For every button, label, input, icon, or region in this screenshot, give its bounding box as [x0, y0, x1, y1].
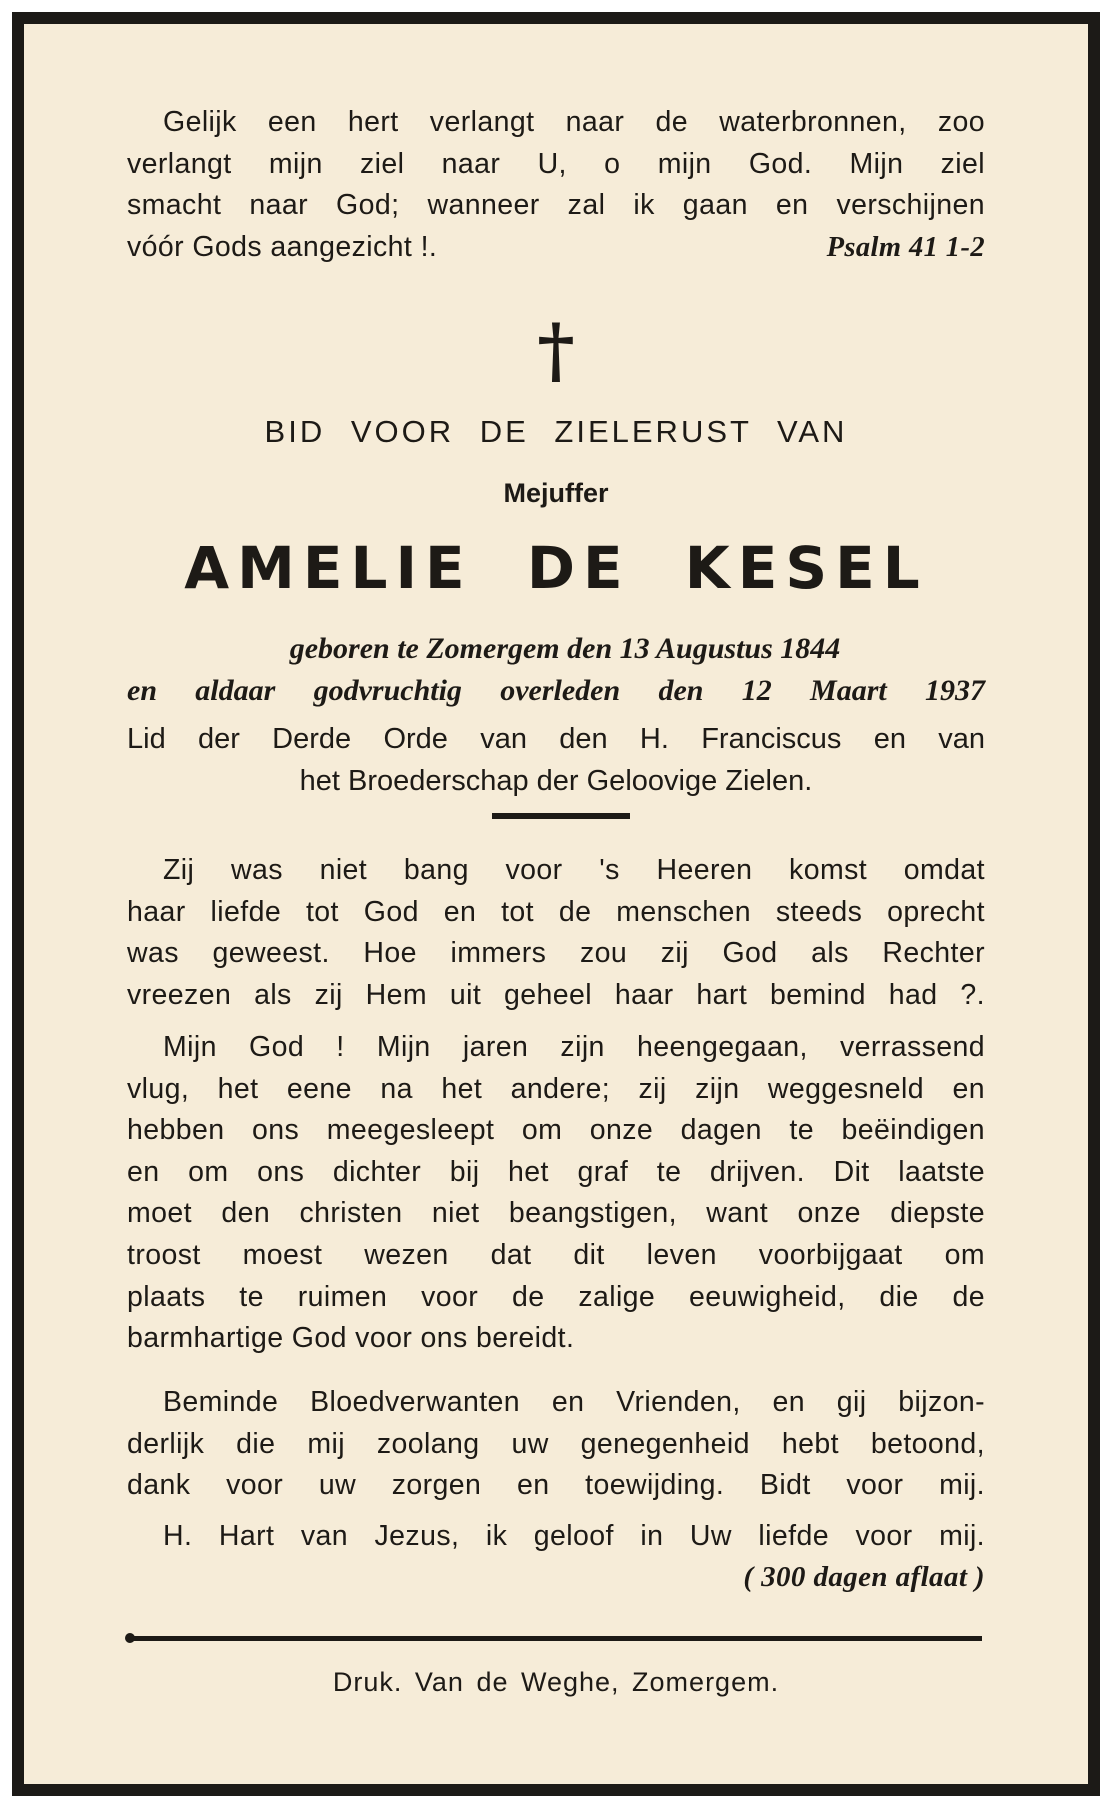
paragraph2-line-2: haar liefde tot God en tot de menschen steeds oprecht	[127, 895, 985, 928]
psalm-verse	[127, 102, 985, 268]
paragraph3-line-7: plaats te ruimen voor de zalige eeuwigheid, die de	[127, 1280, 985, 1313]
psalm-line-2: verlangt mijn ziel naar U, o mijn God. Mijn ziel	[127, 147, 985, 180]
paragraph3-line-1: Mijn God ! Mijn jaren zijn heengegaan, verrassend	[163, 1031, 985, 1063]
paragraph4-line-2: derlijk die mij zoolang uw genegenheid hebt betoond,	[127, 1427, 985, 1460]
paragraph4-line-1: Beminde Bloedverwanten en Vrienden, en gij bijzon-	[163, 1386, 985, 1418]
paragraph2-line-1: Zij was niet bang voor 's Heeren komst omdat	[163, 854, 985, 886]
paragraph2-line-3: was geweest. Hoe immers zou zij God als Rechter	[127, 937, 985, 970]
membership-line-2: het Broederschap der Geloovige Zielen.	[299, 765, 813, 797]
birth-line: geboren te Zomergem den 13 Augustus 1844	[289, 632, 841, 665]
paragraph3-line-4: en om ons dichter bij het graf te drijven. Dit laatste	[127, 1155, 985, 1188]
membership	[127, 718, 985, 802]
paragraph-years	[127, 1027, 985, 1360]
paragraph-thanks	[127, 1382, 985, 1507]
paragraph3-line-6: troost moest wezen dat dit leven voorbijgaat om	[127, 1238, 985, 1271]
psalm-line-1: Gelijk een hert verlangt naar de waterbronnen, zoo	[163, 106, 985, 138]
printer-credit: Druk. Van de Weghe, Zomergem.	[332, 1667, 780, 1697]
deceased-name: AMELIE DE KESEL	[184, 534, 928, 602]
prayer-line: H. Hart van Jezus, ik geloof in Uw liefde voor mij.	[163, 1520, 985, 1552]
cross-icon: †	[537, 307, 575, 392]
prayer-heading: BID VOOR DE ZIELERUST VAN	[264, 414, 848, 449]
life-dates	[127, 628, 985, 712]
paragraph-fear	[127, 850, 985, 1016]
psalm-line-4: vóór Gods aangezicht !.	[127, 230, 438, 263]
indulgence-note: ( 300 dagen aflaat )	[743, 1561, 985, 1593]
psalm-line-3: smacht naar God; wanneer zal ik gaan en verschijnen	[127, 189, 985, 222]
death-line: en aldaar godvruchtig overleden den 12 Maart 1937	[127, 674, 985, 707]
memorial-card	[12, 12, 1100, 1796]
closing-prayer	[127, 1516, 985, 1598]
paragraph3-line-3: hebben ons meegesleept om onze dagen te beëindigen	[127, 1114, 985, 1147]
paragraph4-line-3: dank voor uw zorgen en toewijding. Bidt voor mij.	[127, 1469, 985, 1502]
paragraph3-line-5: moet den christen niet beangstigen, want onze diepste	[127, 1197, 985, 1230]
psalm-reference: Psalm 41 1-2	[826, 231, 985, 263]
membership-line-1: Lid der Derde Orde van den H. Franciscus en van	[127, 723, 985, 755]
divider	[492, 813, 630, 819]
psalm-last-row	[127, 227, 985, 269]
paragraph3-line-8: barmhartige God voor ons bereidt.	[127, 1322, 575, 1355]
honorific-title: Mejuffer	[503, 478, 609, 508]
card-paper	[24, 24, 1088, 1784]
paragraph2-line-4: vreezen als zij Hem uit geheel haar hart bemind had ?.	[127, 978, 985, 1011]
bottom-rule	[130, 1636, 982, 1641]
paragraph3-line-2: vlug, het eene na het andere; zij zijn weggesneld en	[127, 1072, 985, 1105]
